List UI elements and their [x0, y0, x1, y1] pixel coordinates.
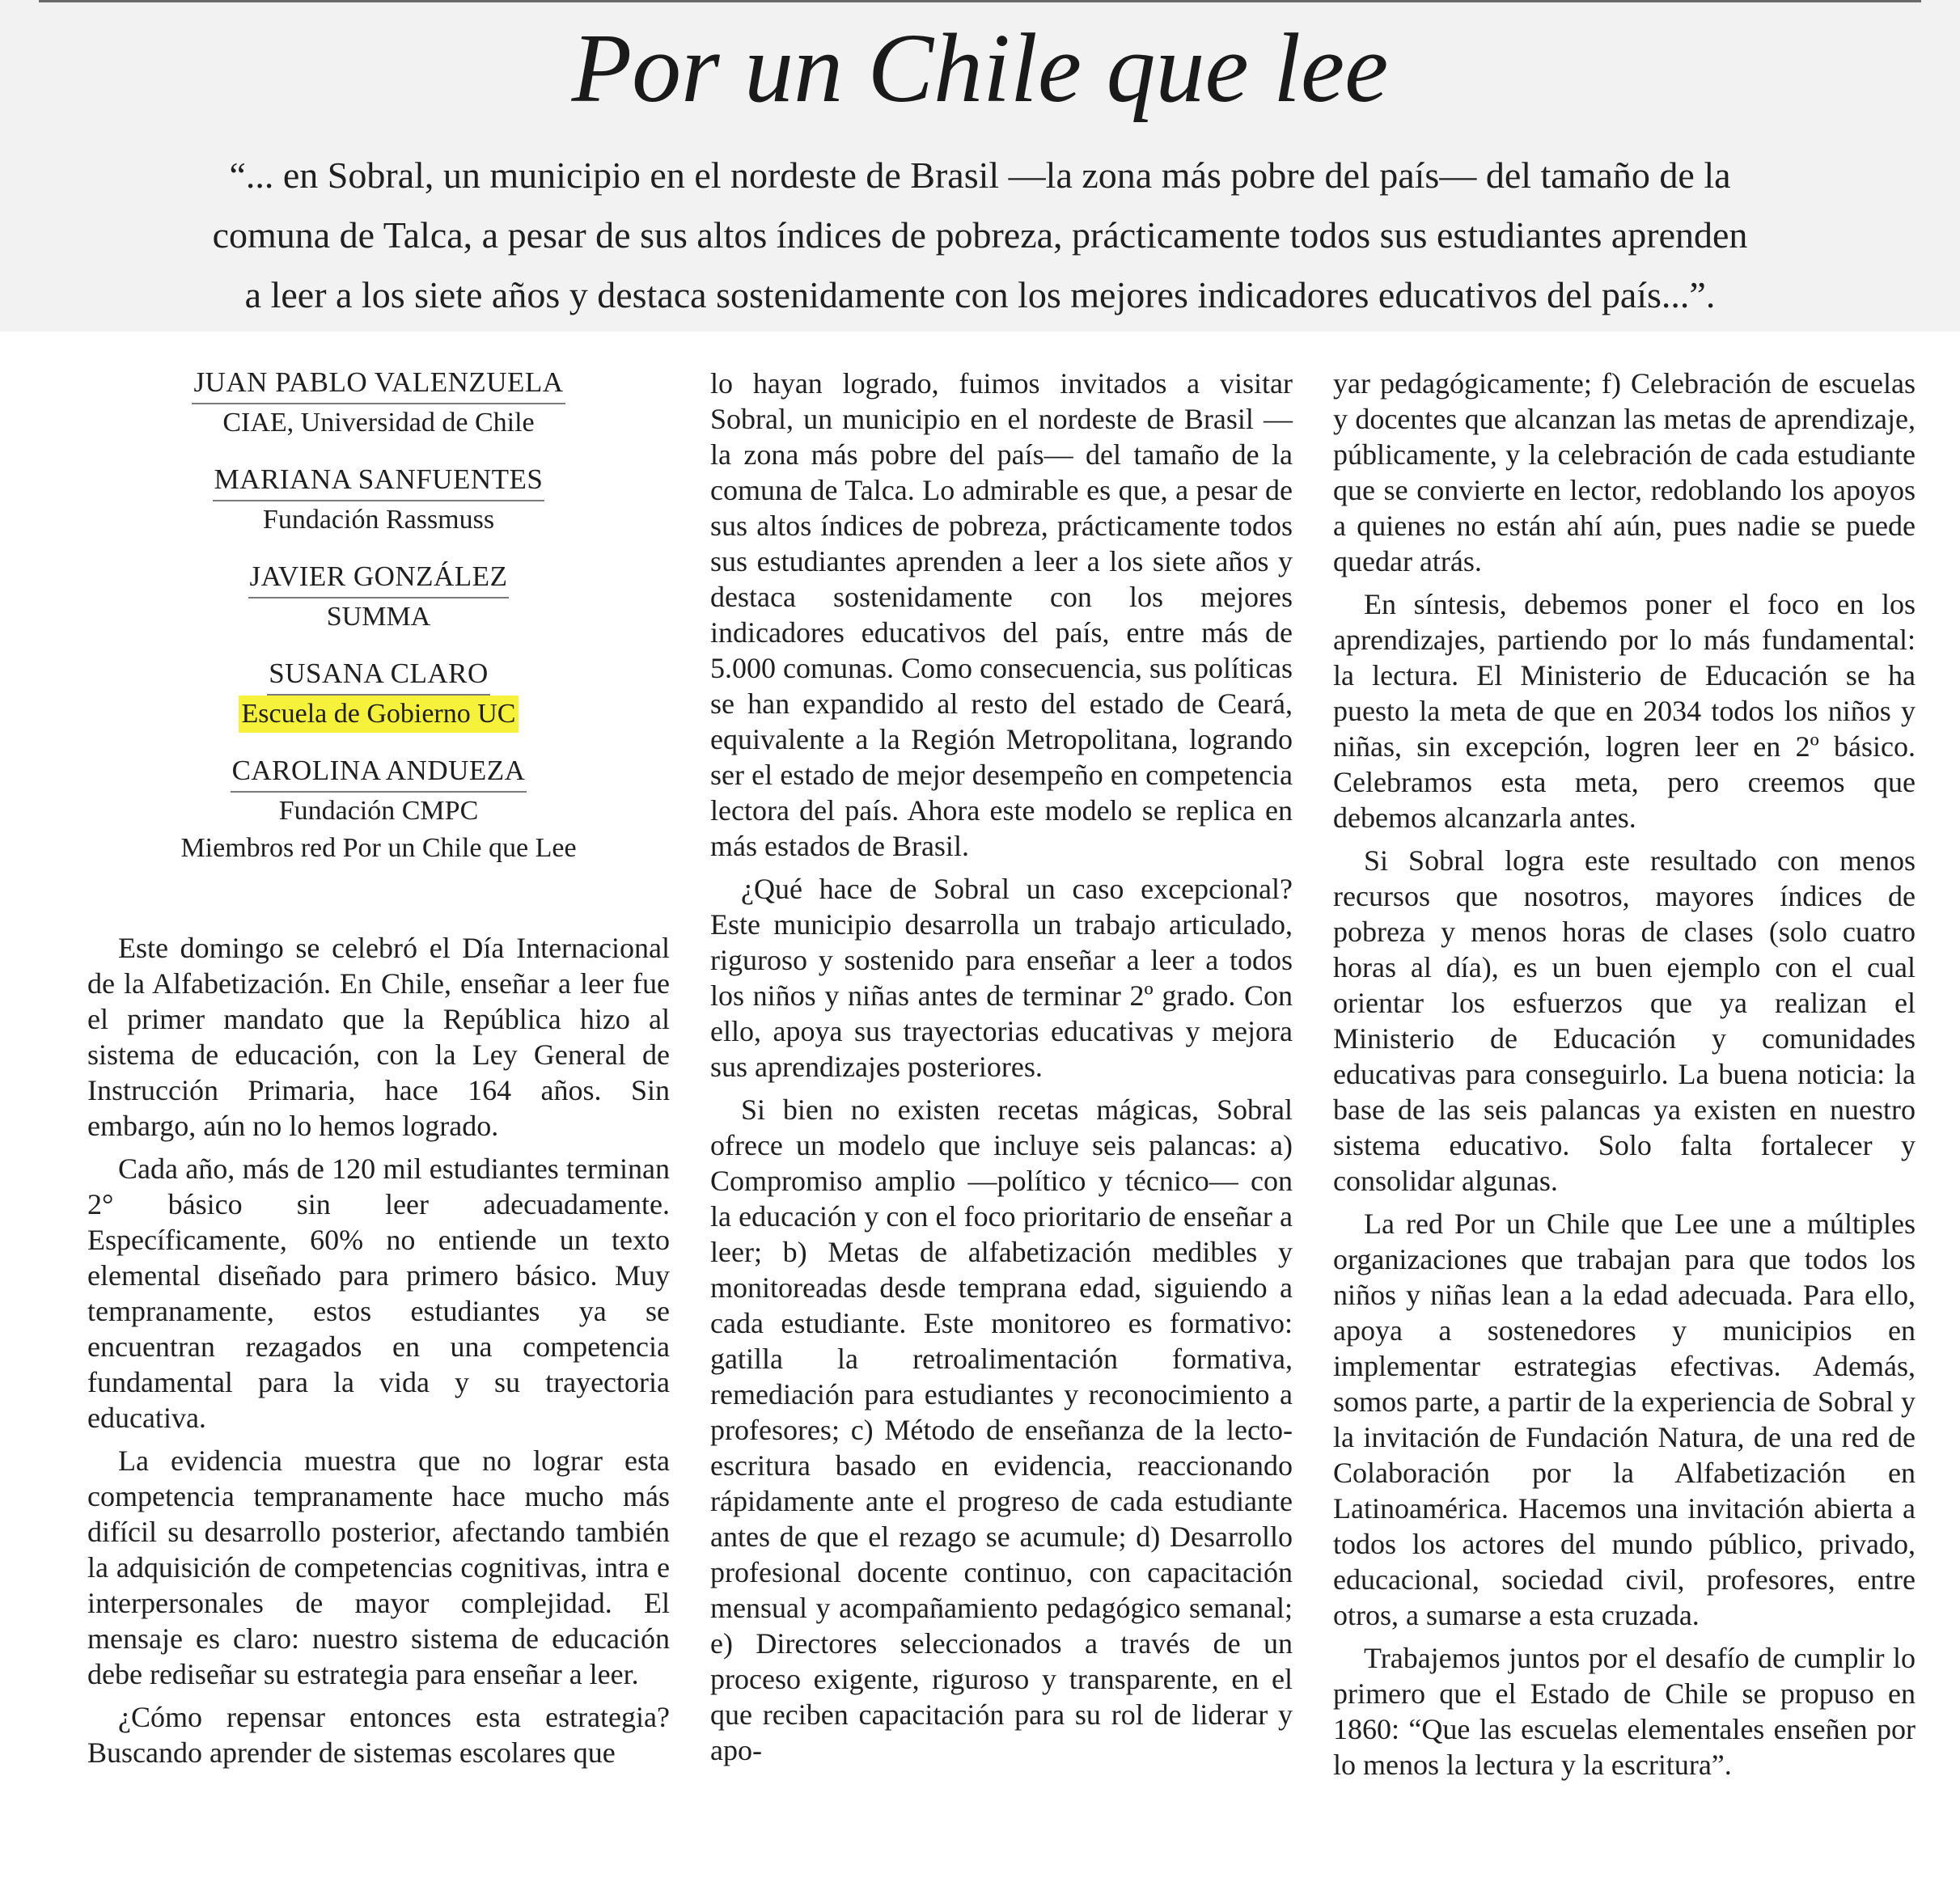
author-name: JAVIER GONZÁLEZ: [248, 556, 510, 598]
paragraph: La evidencia muestra que no lograr esta competencia tempranamente hace mucho más difícil su desarrollo posterior, afectando también la adquisición de competencias cognitivas, intra e interpersonales de mayor complejidad. El mensaje es claro: nuestro sistema de educación debe rediseñar su estrategia para enseñar a leer.: [87, 1444, 670, 1690]
top-rule: [39, 0, 1921, 2]
column-2: [710, 366, 1293, 1768]
author-entry: [87, 362, 670, 442]
author-entry: [87, 653, 670, 733]
column-1: [87, 930, 670, 1770]
paragraph: ¿Qué hace de Sobral un caso excepcional? Este municipio desarrolla un trabajo articulado, riguroso y sostenido para enseñar a leer a todos los niños y niñas antes de terminar 2º grado. Con ello, apoya sus trayectorias educativas y mejora sus aprendizajes posteriores.: [710, 873, 1293, 1083]
highlighted-affiliation: Escuela de Gobierno UC: [239, 696, 519, 733]
article-title: Por un Chile que lee: [571, 14, 1389, 123]
author-name: MARIANA SANFUENTES: [213, 459, 545, 501]
paragraph: La red Por un Chile que Lee une a múltiples organizaciones que trabajan para que todos los niños y niñas lean a la edad adecuada. Para ello, apoya a sostenedores y municipios en implementar estrategias efectivas. Además, somos parte, a partir de la experiencia de Sobral y la invitación de Fundación Natura, de una red de Colaboración por la Alfabetización en Latinoamérica. Hacemos una invitación abierta a todos los actores del mundo público, privado, educacional, sociedad civil, profesores, entre otros, a sumarse a esta cruzada.: [1333, 1207, 1916, 1631]
author-entry: [87, 751, 670, 867]
author-entry: [87, 459, 670, 539]
paragraph: Si Sobral logra este resultado con menos recursos que nosotros, mayores índices de pobreza y menos horas de clases (solo cuatro horas al día), es un buen ejemplo con el cual orientar los esfuerzos que ya realizan el Ministerio de Educación y comunidades educativas para conseguirlo. La buena noticia: la base de las seis palancas ya existen en nuestro sistema educativo. Solo falta fortalecer y consolidar algunas.: [1333, 844, 1916, 1197]
paragraph: Este domingo se celebró el Día Internacional de la Alfabetización. En Chile, enseñar a leer fue el primer mandato que la República hizo al sistema de educación, con la Ley General de Instrucción Primaria, hace 164 años. Sin embargo, aún no lo hemos logrado.: [87, 932, 670, 1142]
author-affiliation: Fundación CMPC: [278, 796, 479, 826]
paragraph: Si bien no existen recetas mágicas, Sobral ofrece un modelo que incluye seis palancas: a) Compromiso amplio —político y técnico— con la educación y con el foco prioritario de enseñar a leer; b) Metas de alfabetización medibles y monitoreadas desde temprana edad, siguiendo a cada estudiante. Este monitoreo es formativo: gatilla la retroalimentación formativa, remediación para estudiantes y reconocimiento a profesores; c) Método de enseñanza de la lecto-escritura basado en evidencia, reaccionando rápidamente ante el progreso de cada estudiante antes de que el rezago se acumule; d) Desarrollo profesional docente continuo, con capacitación mensual y acompañamiento pedagógico semanal; e) Directores seleccionados a través de un proceso exigente, riguroso y transparente, en el que reciben capacitación para su rol de liderar y apo-: [710, 1093, 1293, 1766]
lead-line: “... en Sobral, un municipio en el nordeste de Brasil —la zona más pobre del país— del tamaño de la: [229, 154, 1731, 196]
lead-quote: [77, 146, 1883, 325]
network-line: Miembros red Por un Chile que Lee: [180, 833, 577, 863]
paragraph: ¿Cómo repensar entonces esta estrategia? Buscando aprender de sistemas escolares que: [87, 1701, 670, 1769]
author-entry: [87, 556, 670, 636]
lead-line: a leer a los siete años y destaca sostenidamente con los mejores indicadores educativos del país...”.: [244, 274, 1716, 315]
author-affiliation: Fundación Rassmuss: [262, 505, 495, 535]
lead-line: comuna de Talca, a pesar de sus altos índices de pobreza, prácticamente todos sus estudiantes aprenden: [212, 214, 1748, 256]
byline: [87, 362, 670, 867]
author-affiliation: CIAE, Universidad de Chile: [222, 408, 535, 438]
column-3: [1333, 366, 1916, 1783]
author-affiliation: SUMMA: [326, 602, 431, 632]
author-name: JUAN PABLO VALENZUELA: [192, 362, 565, 404]
paragraph: lo hayan logrado, fuimos invitados a visitar Sobral, un municipio en el nordeste de Brasil —la zona más pobre del país— del tamaño de la comuna de Talca. Lo admirable es que, a pesar de sus altos índices de pobreza, prácticamente todos sus estudiantes aprenden a leer a los siete años y destaca sostenidamente con los mejores indicadores educativos del país, entre más de 5.000 comunas. Como consecuencia, sus políticas se han expandido al resto del estado de Ceará, equivalente a la Región Metropolitana, logrando ser el estado de mejor desempeño en competencia lectora del país. Ahora este modelo se replica en más estados de Brasil.: [710, 367, 1293, 862]
paragraph: En síntesis, debemos poner el foco en los aprendizajes, partiendo por lo más fundamental: la lectura. El Ministerio de Educación se ha puesto la meta de que en 2034 todos los niños y niñas, sin excepción, logren leer en 2º básico. Celebramos esta meta, pero creemos que debemos alcanzarla antes.: [1333, 588, 1916, 834]
paragraph: Trabajemos juntos por el desafío de cumplir lo primero que el Estado de Chile se propuso en 1860: “Que las escuelas elementales enseñen por lo menos la lectura y la escritura”.: [1333, 1642, 1916, 1781]
author-name: SUSANA CLARO: [267, 653, 489, 696]
author-name: CAROLINA ANDUEZA: [231, 751, 527, 793]
paragraph: yar pedagógicamente; f) Celebración de escuelas y docentes que alcanzan las metas de aprendizaje, públicamente, y la celebración de cada estudiante que se convierte en lector, redoblando los apoyos a quienes no están ahí aún, pues nadie se puede quedar atrás.: [1333, 367, 1916, 577]
paragraph: Cada año, más de 120 mil estudiantes terminan 2° básico sin leer adecuadamente. Específicamente, 60% no entiende un texto elemental diseñado para primero básico. Muy tempranamente, estos estudiantes ya se encuentran rezagados en una competencia fundamental para la vida y su trayectoria educativa.: [87, 1153, 670, 1434]
